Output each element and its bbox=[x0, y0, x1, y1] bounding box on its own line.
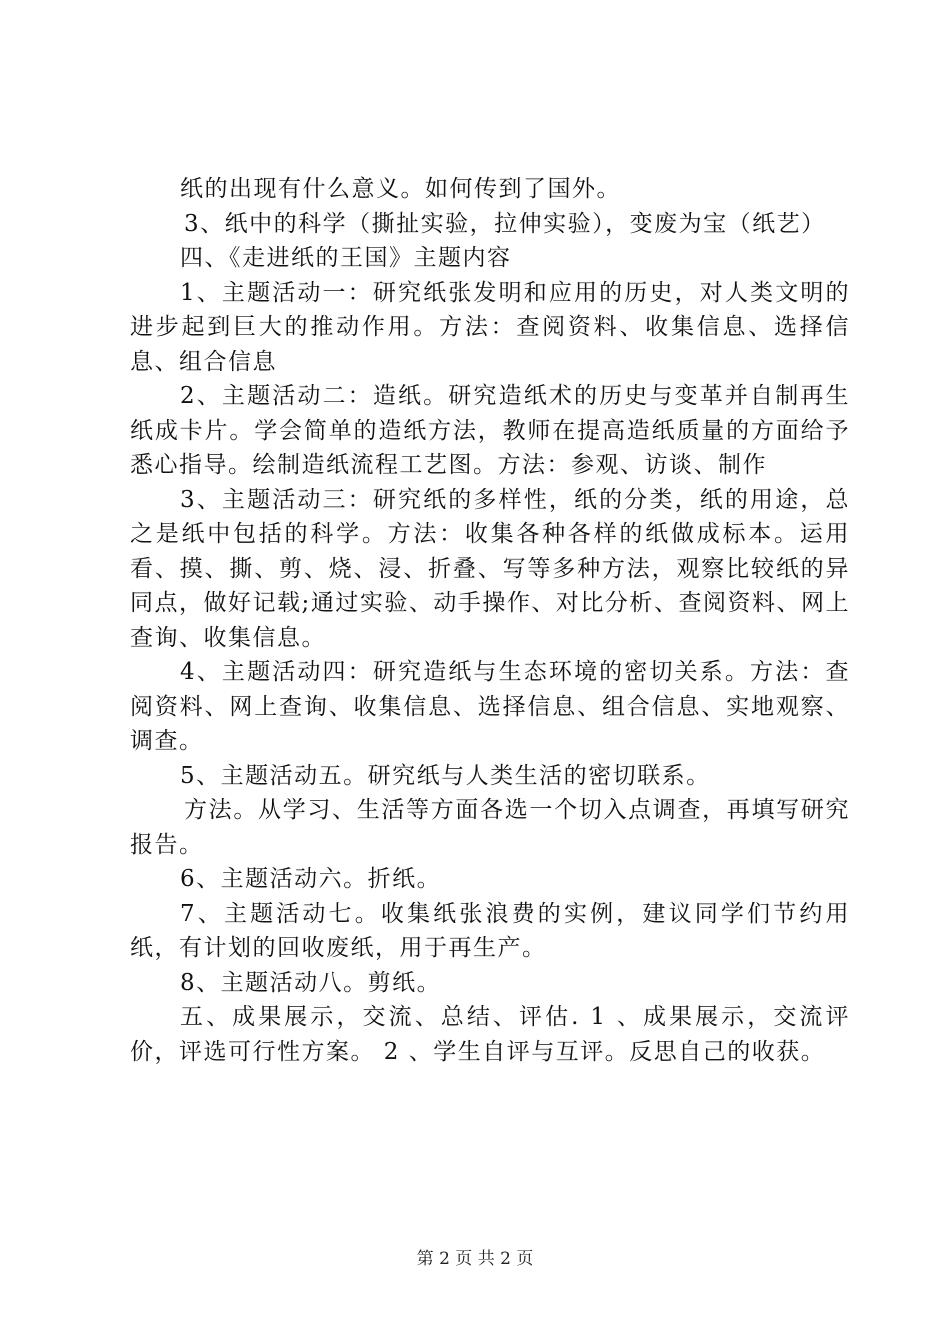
paragraph: 2、主题活动二：造纸。研究造纸术的历史与变革并自制再生纸成卡片。学会简单的造纸方法，教师在提高造纸质量的方面给予悉心指导。绘制造纸流程工艺图。方法：参观、访谈、制作 bbox=[130, 383, 850, 478]
paragraph: 1、主题活动一：研究纸张发明和应用的历史，对人类文明的进步起到巨大的推动作用。方法：查阅资料、收集信息、选择信息、组合信息 bbox=[130, 279, 850, 375]
page-footer: 第 2 页 共 2 页 bbox=[416, 1249, 534, 1269]
paragraph: 4、主题活动四：研究造纸与生态环境的密切关系。方法：查阅资料、网上查询、收集信息、选择信息、组合信息、实地观察、调查。 bbox=[130, 659, 850, 754]
section-heading: 五、成果展示，交流、总结、评估. 1 、成果展示，交流评价，评选可行性方案。 2 、学生自评与互评。反思自己的收获。 bbox=[130, 1004, 850, 1065]
paragraph: 5、主题活动五。研究纸与人类生活的密切联系。 bbox=[180, 762, 711, 789]
paragraph: 6、主题活动六。折纸。 bbox=[180, 866, 442, 892]
section-heading: 四、《走进纸的王国》主题内容 bbox=[180, 245, 512, 271]
paragraph: 7、主题活动七。收集纸张浪费的实例，建议同学们节约用纸，有计划的回收废纸，用于再生产。 bbox=[130, 900, 850, 961]
paragraph: 方法。从学习、生活等方面各选一个切入点调查，再填写研究报告。 bbox=[130, 797, 850, 858]
document-body bbox=[130, 172, 850, 1069]
paragraph: 纸的出现有什么意义。如何传到了国外。 bbox=[180, 176, 621, 202]
paragraph: 8、主题活动八。剪纸。 bbox=[180, 969, 442, 996]
paragraph: 3、纸中的科学（撕扯实验，拉伸实验），变废为宝（纸艺） bbox=[184, 210, 826, 237]
paragraph: 3、主题活动三：研究纸的多样性，纸的分类，纸的用途，总之是纸中包括的科学。方法：收集各种各样的纸做成标本。运用看、摸、撕、剪、烧、浸、折叠、写等多种方法，观察比较纸的异同点，做好记载;通过实验、动手操作、对比分析、查阅资料、网上查询、收集信息。 bbox=[130, 486, 850, 651]
